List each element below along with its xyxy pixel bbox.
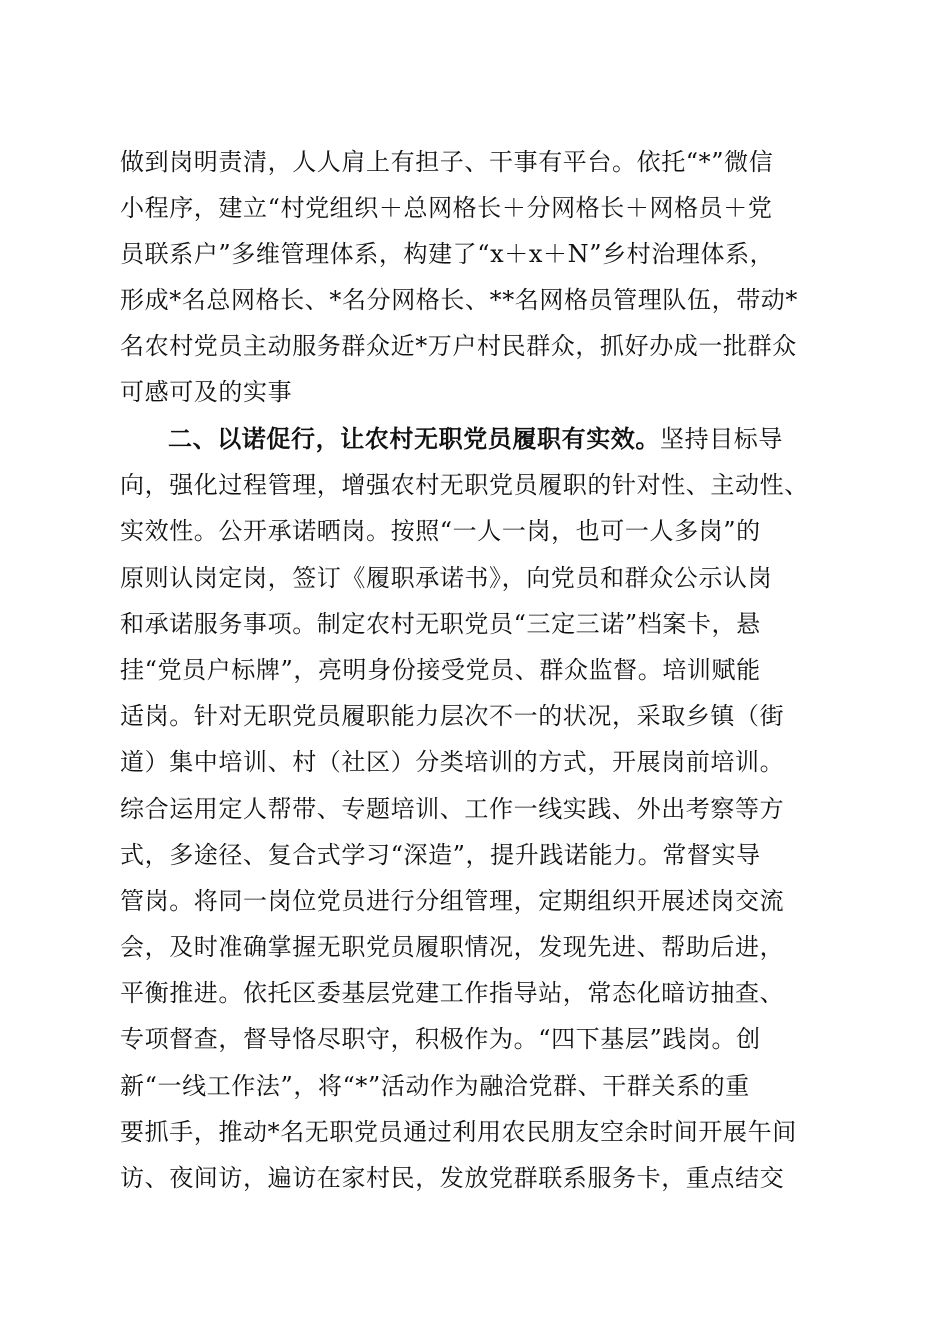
text-line-19: 平衡推进。依托区委基层党建工作指导站，常态化暗访抽查、 bbox=[120, 979, 785, 1007]
section-two-heading: 二、以诺促行，让农村无职党员履职有实效。 bbox=[168, 424, 660, 453]
text-line-16: 式，多途径、复合式学习“深造”，提升践诺能力。常督实导 bbox=[120, 841, 761, 869]
text-line-17: 管岗。将同一岗位党员进行分组管理，定期组织开展述岗交流 bbox=[120, 887, 785, 915]
text-line-10: 原则认岗定岗，签订《履职承诺书》，向党员和群众公示认岗 bbox=[120, 564, 773, 592]
text-line-12: 挂“党员户标牌”，亮明身份接受党员、群众监督。培训赋能 bbox=[120, 656, 761, 684]
text-line-14: 道）集中培训、村（社区）分类培训的方式，开展岗前培训。 bbox=[120, 748, 785, 776]
text-line-22: 要抓手，推动*名无职党员通过利用农民朋友空余时间开展午间 bbox=[120, 1118, 797, 1146]
text-line-15: 综合运用定人帮带、专题培训、工作一线实践、外出考察等方 bbox=[120, 795, 785, 823]
text-line-21: 新“一线工作法”，将“*”活动作为融洽党群、干群关系的重 bbox=[120, 1072, 750, 1100]
text-line-13: 适岗。针对无职党员履职能力层次不一的状况，采取乡镇（街 bbox=[120, 702, 785, 730]
section-two-first-line-rest: 坚持目标导 bbox=[660, 425, 783, 453]
text-line-18: 会，及时准确掌握无职党员履职情况，发现先进、帮助后进， bbox=[120, 933, 785, 961]
text-line-2: 小程序，建立“村党组织＋总网格长＋分网格长＋网格员＋党 bbox=[120, 194, 773, 222]
text-line-5: 名农村党员主动服务群众近*万户村民群众，抓好办成一批群众 bbox=[120, 332, 797, 360]
text-line-11: 和承诺服务事项。制定农村无职党员“三定三诺”档案卡，悬 bbox=[120, 610, 761, 638]
text-line-6: 可感可及的实事 bbox=[120, 378, 293, 406]
section-two-first-line bbox=[168, 417, 880, 461]
text-line-23: 访、夜间访，遍访在家村民，发放党群联系服务卡，重点结交 bbox=[120, 1164, 785, 1192]
text-line-1: 做到岗明责清，人人肩上有担子、干事有平台。依托“*”微信 bbox=[120, 148, 774, 176]
text-line-3: 员联系户”多维管理体系，构建了“x＋x＋N”乡村治理体系， bbox=[120, 240, 775, 268]
text-line-20: 专项督查，督导恪尽职守，积极作为。“四下基层”践岗。创 bbox=[120, 1025, 761, 1053]
text-line-4: 形成*名总网格长、*名分网格长、**名网格员管理队伍，带动* bbox=[120, 286, 798, 314]
text-line-8: 向，强化过程管理，增强农村无职党员履职的针对性、主动性、 bbox=[120, 471, 809, 499]
text-line-9: 实效性。公开承诺晒岗。按照“一人一岗，也可一人多岗”的 bbox=[120, 517, 761, 545]
